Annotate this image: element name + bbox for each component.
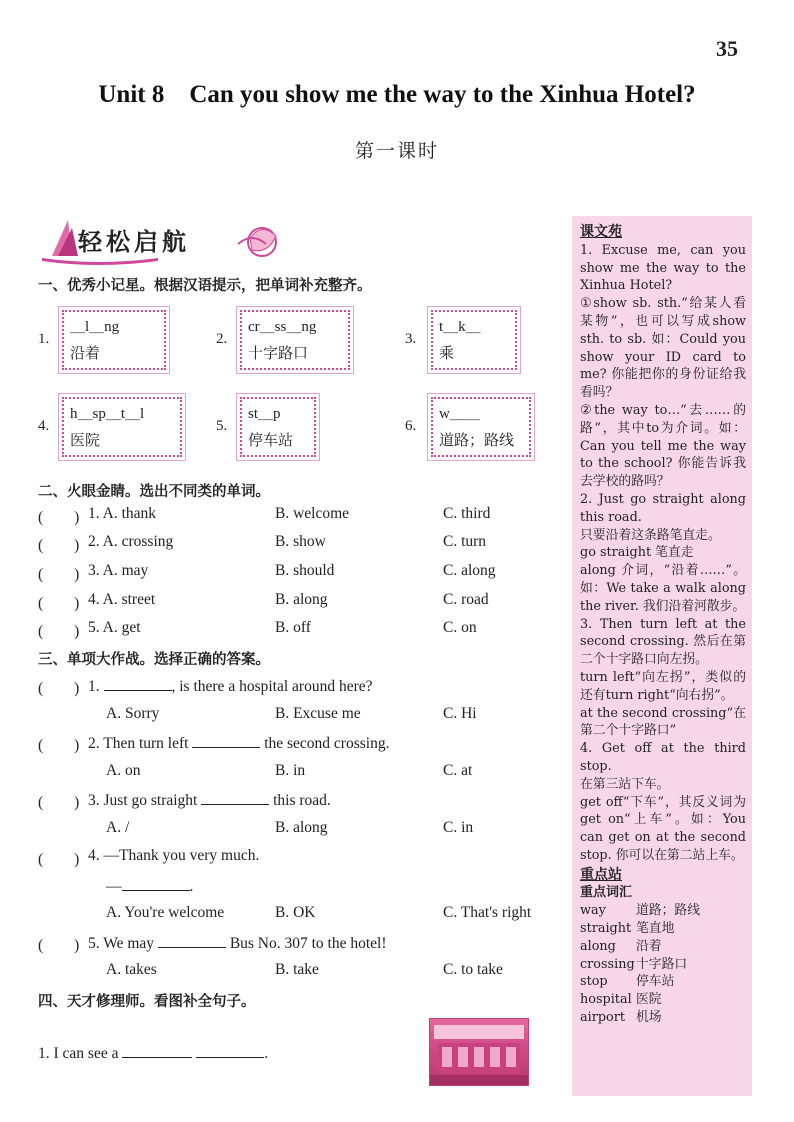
word-box: [62, 310, 166, 370]
sidebar-paragraph: ②the way to…“去……的路”，其中to为介词。如：Can you tell me the way to the school? 你能告诉我去学校的路吗？: [580, 402, 746, 490]
word-letters: h＿sp＿t＿l: [70, 406, 145, 422]
word-item-number: 5.: [216, 418, 228, 434]
answer-paren[interactable]: ( ): [38, 937, 80, 954]
question-text-pre: 2. Then turn left: [88, 735, 193, 752]
sidebar-paragraph: turn left“向左拐”，类似的还有turn right“向右拐”。: [580, 669, 746, 703]
option-b: B. should: [275, 562, 335, 579]
word-box: [240, 310, 350, 370]
banner-title: 轻松启航: [78, 227, 190, 256]
question-text-pre: —: [106, 878, 122, 895]
option-c: C. on: [443, 619, 477, 636]
section3-heading: 三、单项大作战。选择正确的答案。: [38, 652, 270, 668]
option-a: A. takes: [106, 961, 157, 978]
section2-heading: 二、火眼金睛。选出不同类的单词。: [38, 484, 270, 500]
question-text-pre: 1. I can see a: [38, 1045, 123, 1062]
question-option-a: 2. A. crossing: [88, 533, 174, 550]
word-box: [240, 397, 316, 457]
answer-blank[interactable]: [122, 876, 190, 891]
vocab-en: hospital: [580, 992, 632, 1008]
sidebar-paragraph: get off“下车”，其反义词为get on“上车”。如：You can get on at the second stop. 你可以在第二站上车。: [580, 794, 746, 863]
option-c: C. That's right: [443, 904, 532, 921]
option-b: B. welcome: [275, 505, 350, 522]
question-text-post: .: [264, 1045, 269, 1062]
vocab-zh: 十字路口: [636, 956, 688, 972]
sidebar-subheading: 重点词汇: [580, 885, 633, 901]
question-option-a: 3. A. may: [88, 562, 149, 579]
vocab-row: [580, 938, 746, 956]
question-option-a: 5. A. get: [88, 619, 141, 636]
answer-blank[interactable]: [192, 733, 260, 748]
answer-blank[interactable]: [158, 933, 226, 948]
word-box: [431, 310, 517, 370]
question-text-post: this road.: [269, 792, 331, 809]
vocab-zh: 道路；路线: [636, 903, 700, 919]
question-text: [88, 733, 389, 753]
option-a: A. Sorry: [106, 705, 160, 722]
question-text-post: .: [189, 878, 194, 895]
section4-heading: 四、天才修理师。看图补全句子。: [38, 994, 256, 1010]
word-hint: 道路；路线: [439, 431, 515, 449]
sidebar-paragraph: 4. Get off at the third stop.: [580, 741, 746, 774]
vocab-zh: 沿着: [636, 938, 662, 954]
hotel-building-icon: [430, 1019, 528, 1085]
sidebar-heading: 课文苑: [580, 224, 622, 240]
question-text-line2: [106, 876, 193, 896]
vocab-en: straight: [580, 921, 632, 937]
option-c: C. turn: [443, 533, 487, 550]
sidebar-paragraph: 2. Just go straight along this road.: [580, 491, 746, 525]
option-c: C. third: [443, 505, 491, 522]
question-text: [88, 676, 373, 696]
option-b: B. take: [275, 961, 319, 978]
word-item-number: 2.: [216, 331, 228, 347]
question-text-post: , is there a hospital around here?: [171, 678, 373, 695]
word-letters: w＿＿: [439, 406, 480, 422]
word-letters: cr＿ss＿ng: [248, 319, 317, 335]
word-hint: 沿着: [70, 344, 101, 362]
answer-paren[interactable]: ( ): [38, 794, 80, 811]
vocab-zh: 机场: [636, 1010, 662, 1026]
answer-paren[interactable]: ( ): [38, 537, 80, 554]
word-hint: 十字路口: [248, 344, 309, 362]
word-item-number: 6.: [405, 418, 417, 434]
vocab-row: [580, 973, 746, 991]
sidebar-paragraph: go straight 笔直走: [580, 545, 694, 561]
question-text: [88, 790, 331, 810]
option-a: A. on: [106, 762, 141, 779]
vocab-en: stop: [580, 974, 608, 990]
option-b: B. Excuse me: [275, 705, 361, 722]
option-c: C. to take: [443, 961, 503, 978]
word-letters: t＿k＿: [439, 319, 481, 335]
question-text-pre: 3. Just go straight: [88, 792, 202, 809]
unit-title: Unit 8 Can you show me the way to the Xinhua Hotel?: [98, 81, 696, 108]
answer-blank[interactable]: [201, 790, 269, 805]
option-a: A. You're welcome: [106, 904, 225, 921]
option-b: B. along: [275, 819, 328, 836]
answer-paren[interactable]: ( ): [38, 680, 80, 697]
option-c: C. along: [443, 562, 496, 579]
question-option-a: 4. A. street: [88, 591, 156, 608]
word-hint: 停车站: [248, 431, 294, 449]
answer-paren[interactable]: ( ): [38, 566, 80, 583]
sidebar-paragraph: 只要沿着这条路笔直走。: [580, 527, 721, 543]
answer-paren[interactable]: ( ): [38, 509, 80, 526]
vocab-en: along: [580, 938, 616, 954]
option-c: C. road: [443, 591, 489, 608]
vocab-row: [580, 902, 746, 920]
vocab-en: airport: [580, 1010, 625, 1026]
answer-paren[interactable]: ( ): [38, 737, 80, 754]
question-text-post: Bus No. 307 to the hotel!: [225, 935, 387, 952]
question-text: [88, 933, 387, 953]
answer-blank[interactable]: [196, 1043, 264, 1058]
hotel-photo: [429, 1018, 529, 1086]
vocab-zh: 笔直地: [636, 921, 675, 937]
answer-paren[interactable]: ( ): [38, 595, 80, 612]
sidebar-heading-key: 重点站: [580, 866, 622, 883]
vocab-row: [580, 1009, 746, 1027]
question-text-post: the second crossing.: [260, 735, 390, 752]
word-letters: st＿p: [248, 406, 281, 422]
notes-sidebar: [572, 216, 752, 1096]
sidebar-paragraph: at the second crossing“在第二个十字路口”: [580, 705, 746, 739]
word-hint: 医院: [70, 431, 101, 449]
question-text-pre: 1.: [88, 678, 104, 695]
sidebar-paragraph: 3. Then turn left at the second crossing. 然后在第二个十字路口向左拐。: [580, 616, 746, 668]
word-item-number: 3.: [405, 331, 417, 347]
option-c: C. at: [443, 762, 473, 779]
option-c: C. in: [443, 819, 474, 836]
sidebar-paragraph: along 介词，“沿着……”。如：We take a walk along the river. 我们沿着河散步。: [580, 563, 746, 614]
word-box: [431, 397, 531, 457]
picture-question: [38, 1043, 268, 1063]
vocab-row: [580, 920, 746, 938]
vocab-row: [580, 956, 746, 974]
sidebar-paragraph: ①show sb. sth.“给某人看某物”，也可以写成show sth. to sb. 如：Could you show your ID card to me? 你能把你的身份证给我看吗？: [580, 296, 746, 401]
word-hint: 乘: [439, 344, 455, 362]
sidebar-paragraph: 在第三站下车。: [580, 776, 670, 792]
word-box: [62, 397, 182, 457]
vocab-zh: 停车站: [636, 974, 675, 990]
word-item-number: 1.: [38, 331, 50, 347]
option-c: C. Hi: [443, 705, 477, 722]
word-letters: ＿l＿ng: [70, 319, 120, 335]
section1-heading: 一、优秀小记星。根据汉语提示，把单词补充整齐。: [38, 278, 372, 294]
vocab-zh: 医院: [636, 992, 662, 1008]
lesson-title: 第一课时: [354, 140, 439, 162]
option-b: B. show: [275, 533, 326, 550]
answer-blank[interactable]: [122, 1043, 192, 1058]
question-option-a: 1. A. thank: [88, 505, 157, 522]
sidebar-paragraph: 1. Excuse me, can you show me the way to the Xinhua Hotel?: [580, 242, 746, 294]
option-b: B. OK: [275, 904, 316, 921]
word-item-number: 4.: [38, 418, 50, 434]
option-b: B. in: [275, 762, 306, 779]
answer-paren[interactable]: ( ): [38, 851, 80, 868]
answer-blank[interactable]: [104, 676, 172, 691]
vocab-en: crossing: [580, 956, 635, 972]
question-text: 4. —Thank you very much.: [88, 847, 260, 864]
option-b: B. off: [275, 619, 311, 636]
vocab-row: [580, 991, 746, 1009]
option-b: B. along: [275, 591, 328, 608]
question-text-pre: 5. We may: [88, 935, 158, 952]
option-a: A. /: [106, 819, 130, 836]
page-number: 35: [716, 36, 738, 61]
vocab-en: way: [580, 903, 606, 919]
answer-paren[interactable]: ( ): [38, 623, 80, 640]
